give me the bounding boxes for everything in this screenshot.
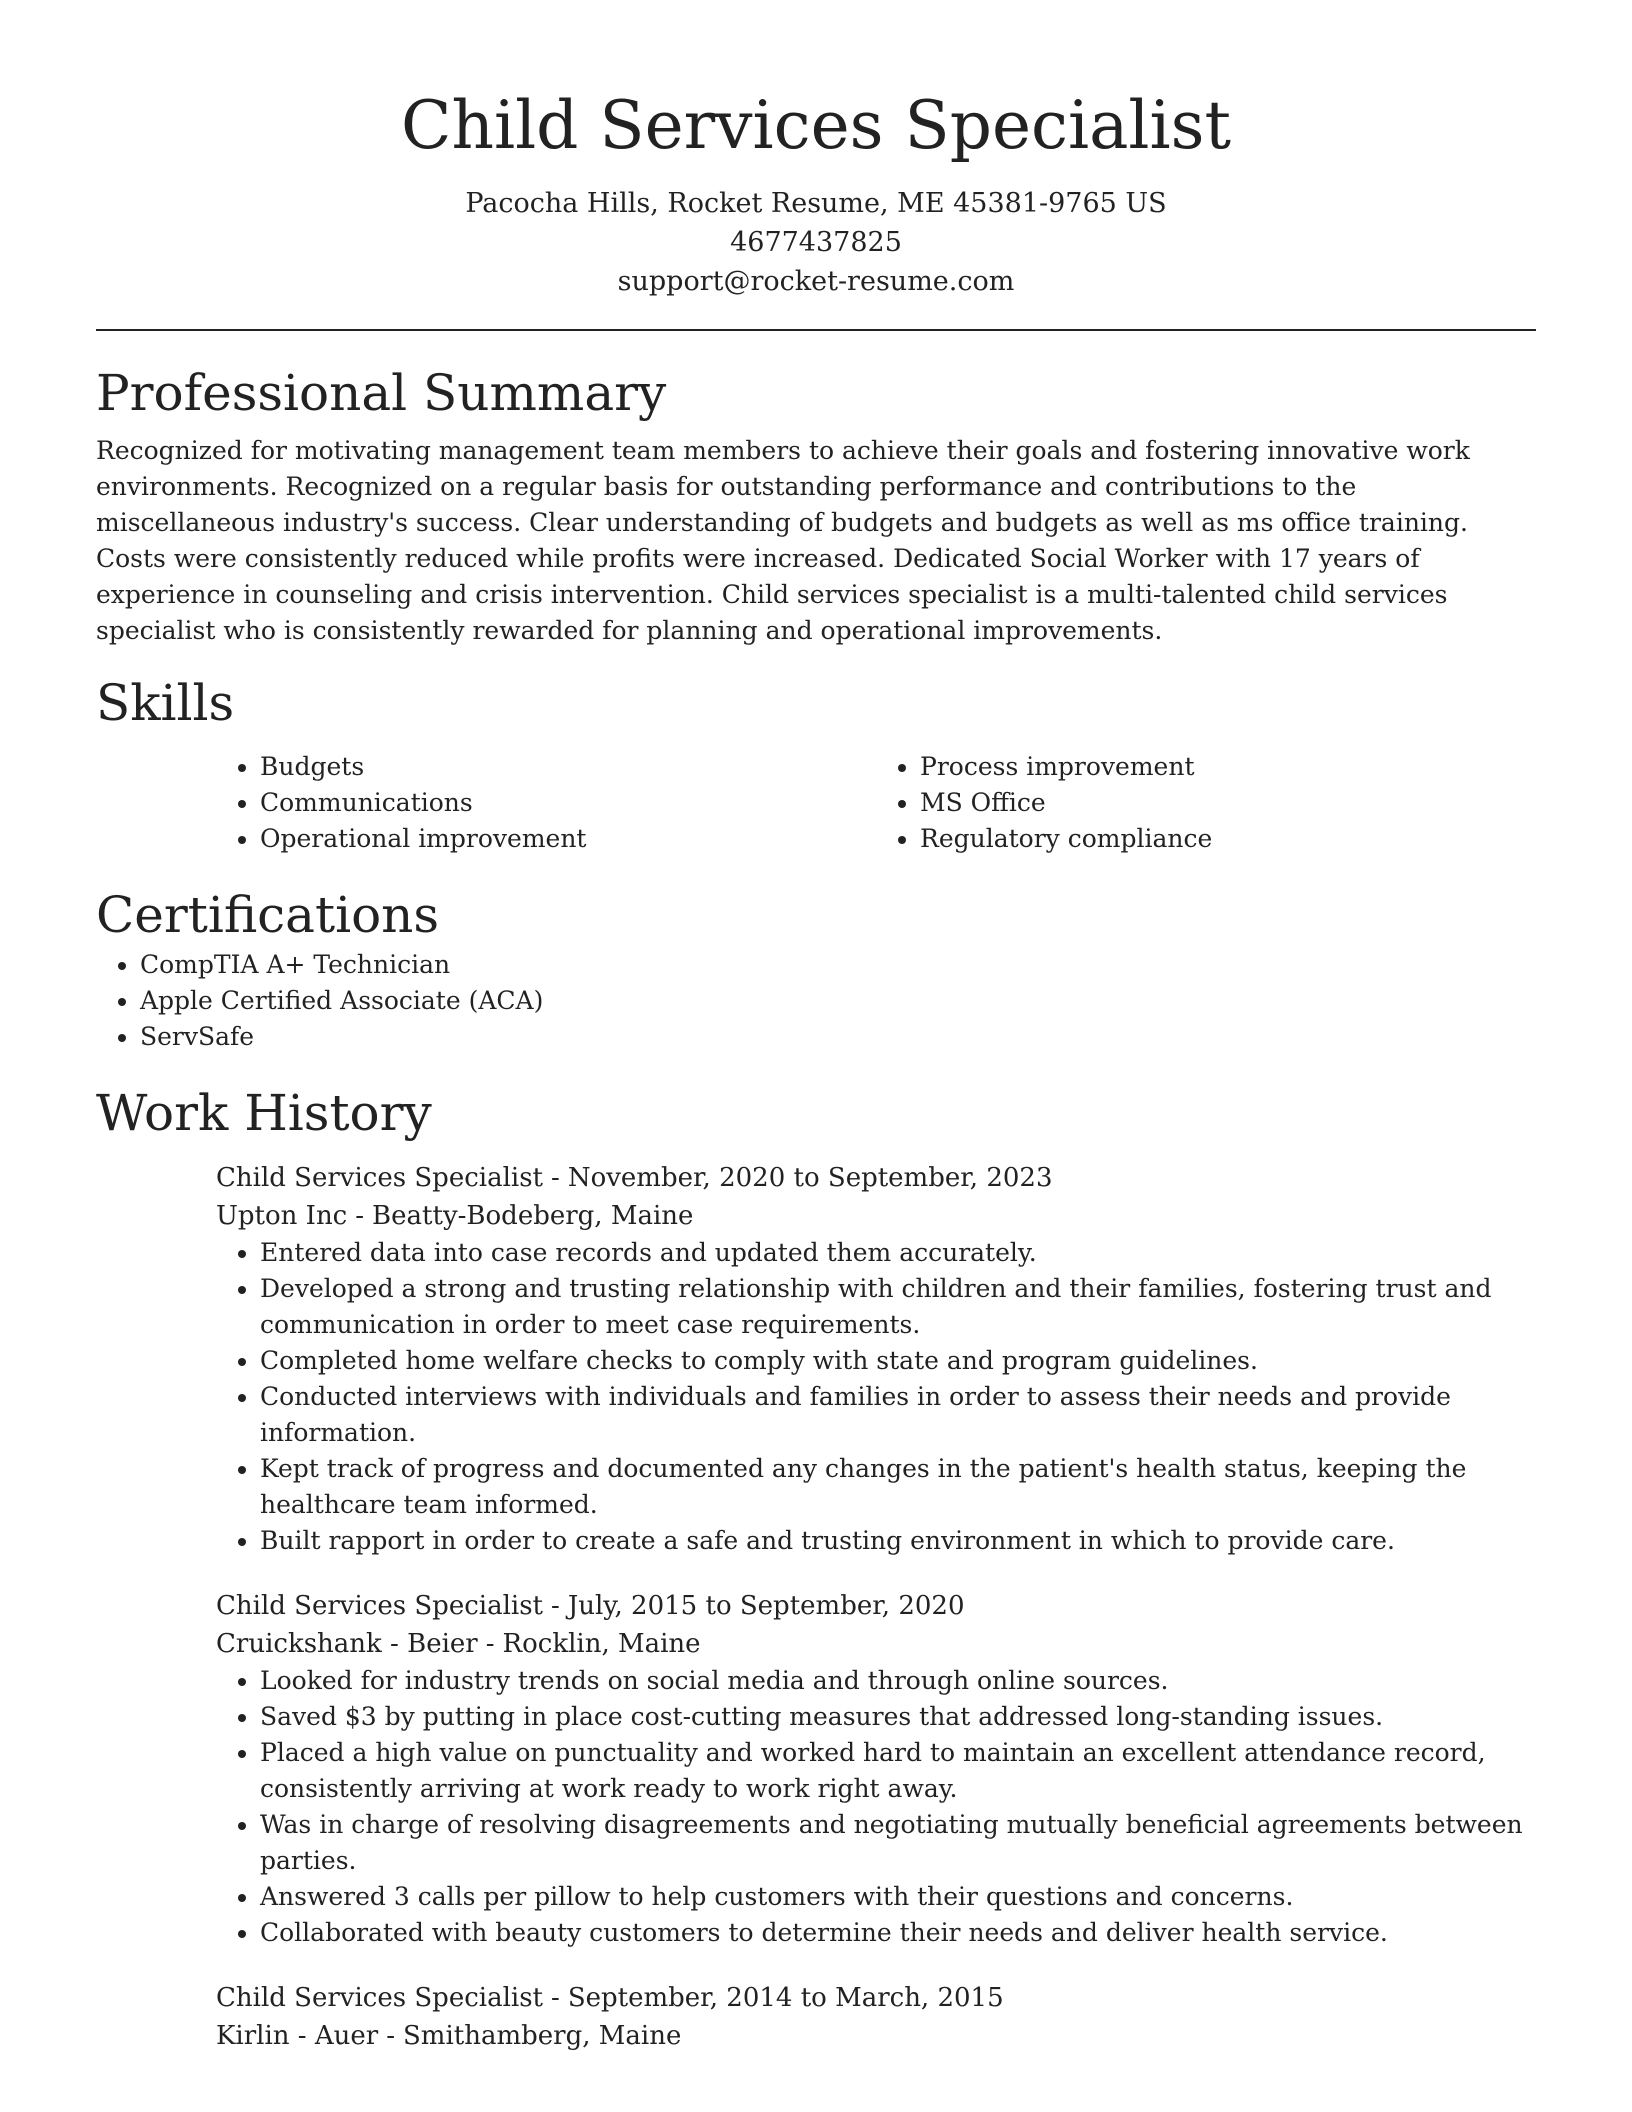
job-bullet: • Built rapport in order to create a safe and trusting environment in which to provide care. — [260, 1523, 1536, 1559]
job-company-line — [216, 1625, 1536, 1663]
job-bullets — [216, 1663, 1536, 1951]
skill-item: • Communications — [260, 785, 876, 821]
job-bullet: • Was in charge of resolving disagreements and negotiating mutually beneficial agreements between parties. — [260, 1807, 1536, 1879]
skills-columns — [216, 749, 1536, 857]
skills-list-left — [216, 749, 876, 857]
section-professional-summary — [96, 361, 1536, 649]
job-separator: - — [551, 1983, 560, 2013]
job-bullet: • Entered data into case records and updated them accurately. — [260, 1235, 1536, 1271]
skill-item: • Process improvement — [920, 749, 1536, 785]
job-title-line — [216, 1979, 1536, 2017]
job-separator: - — [551, 1163, 560, 1193]
job-location: Beatty-Bodeberg, Maine — [372, 1201, 694, 1231]
job-dates: July, 2015 to September, 2020 — [567, 1591, 965, 1621]
section-title: Skills — [96, 674, 235, 732]
job-entry — [216, 1159, 1536, 1559]
job-bullet: • Developed a strong and trusting relationship with children and their families, fostering trust and communication in order to meet case requirements. — [260, 1271, 1536, 1343]
job-entry — [216, 1979, 1536, 2055]
job-title-line — [216, 1159, 1536, 1197]
section-work-history — [96, 1081, 1536, 2055]
section-title: Certifications — [96, 886, 440, 944]
certification-item: • ServSafe — [140, 1019, 1536, 1055]
job-bullet: • Conducted interviews with individuals and families in order to assess their needs and provide information. — [260, 1379, 1536, 1451]
section-title: Professional Summary — [96, 364, 667, 422]
contact-email: support@rocket-resume.com — [617, 266, 1015, 297]
job-company-line — [216, 1197, 1536, 1235]
skill-item: • Budgets — [260, 749, 876, 785]
job-separator: - — [551, 1591, 560, 1621]
header-divider — [96, 329, 1536, 331]
candidate-name: Child Services Specialist — [400, 87, 1232, 164]
job-bullets — [216, 1235, 1536, 1559]
contact-info — [96, 184, 1536, 301]
certification-item: • Apple Certified Associate (ACA) — [140, 983, 1536, 1019]
skill-item: • Regulatory compliance — [920, 821, 1536, 857]
job-title: Child Services Specialist — [216, 1591, 544, 1621]
job-bullet: • Kept track of progress and documented any changes in the patient's health status, keeping the healthcare team informed. — [260, 1451, 1536, 1523]
job-bullet: • Looked for industry trends on social media and through online sources. — [260, 1663, 1536, 1699]
job-title: Child Services Specialist — [216, 1163, 544, 1193]
job-entry — [216, 1587, 1536, 1951]
job-bullet: • Answered 3 calls per pillow to help customers with their questions and concerns. — [260, 1879, 1536, 1915]
contact-address: Pacocha Hills, Rocket Resume, ME 45381-9765 US — [465, 188, 1167, 219]
certification-item: • CompTIA A+ Technician — [140, 947, 1536, 983]
section-skills — [96, 671, 1536, 857]
job-company: Cruickshank - Beier — [216, 1629, 478, 1659]
job-title: Child Services Specialist — [216, 1983, 544, 2013]
certifications-list — [96, 947, 1536, 1055]
job-bullet: • Completed home welfare checks to comply with state and program guidelines. — [260, 1343, 1536, 1379]
job-dates: November, 2020 to September, 2023 — [567, 1163, 1053, 1193]
job-title-line — [216, 1587, 1536, 1625]
job-separator: - — [485, 1629, 495, 1659]
job-location: Rocklin, Maine — [502, 1629, 701, 1659]
section-certifications — [96, 883, 1536, 1055]
job-separator: - — [386, 2021, 395, 2051]
job-company: Kirlin - Auer — [216, 2021, 379, 2051]
skill-item: • MS Office — [920, 785, 1536, 821]
summary-text: Recognized for motivating management team members to achieve their goals and fostering innovative work environments. Recognized on a regular basis for outstanding performance and contributions to the miscellaneous industry's success. Clear understanding of budgets and budgets as well as ms office training. Costs were consistently reduced while profits were increased. Dedicated Social Worker with 17 years of experience in counseling and crisis intervention. Child services specialist is a multi-talented child services specialist who is consistently rewarded for planning and operational improvements. — [96, 436, 1470, 645]
job-bullet: • Placed a high value on punctuality and worked hard to maintain an excellent attendance record, consistently arriving at work ready to work right away. — [260, 1735, 1536, 1807]
resume-header — [96, 0, 1536, 301]
skills-list-right — [876, 749, 1536, 857]
contact-phone: 4677437825 — [730, 227, 902, 258]
job-company: Upton Inc — [216, 1201, 348, 1231]
job-company-line — [216, 2017, 1536, 2055]
job-bullet: • Collaborated with beauty customers to determine their needs and deliver health service. — [260, 1915, 1536, 1951]
skill-item: • Operational improvement — [260, 821, 876, 857]
job-location: Smithamberg, Maine — [403, 2021, 682, 2051]
section-title: Work History — [96, 1084, 432, 1142]
job-separator: - — [355, 1201, 365, 1231]
job-dates: September, 2014 to March, 2015 — [567, 1983, 1004, 2013]
job-bullet: • Saved $3 by putting in place cost-cutting measures that addressed long-standing issues. — [260, 1699, 1536, 1735]
